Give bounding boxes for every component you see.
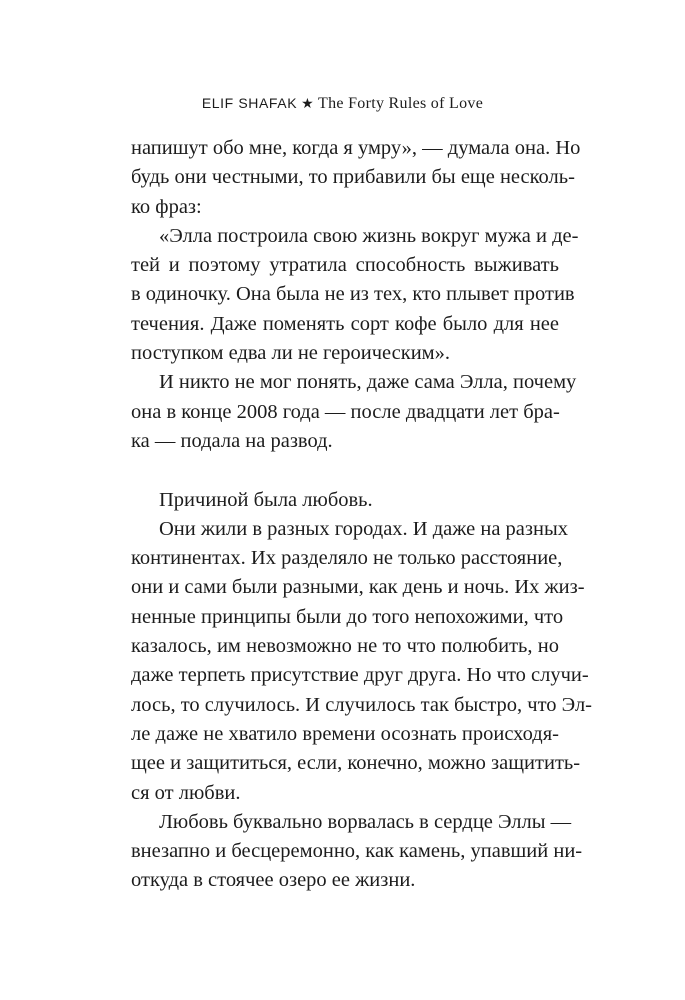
text-line: они и сами были разными, как день и ночь. Их жиз-	[131, 576, 585, 599]
text-line: Любовь буквально ворвалась в сердце Эллы —	[159, 810, 572, 833]
text-line: лось, то случилось. И случилось так быстро, что Эл-	[131, 693, 592, 716]
text-line: ко фраз:	[131, 195, 202, 218]
text-line: ся от любви.	[131, 781, 241, 804]
text-line: «Элла построила свою жизнь вокруг мужа и де-	[159, 224, 579, 247]
text-line: в одиночку. Она была не из тех, кто плывет против	[131, 283, 575, 306]
paragraph	[131, 222, 579, 368]
text-line: напишут обо мне, когда я умру», — думала она. Но	[131, 137, 581, 159]
paragraph	[131, 515, 592, 808]
text-line: поступком едва ли не героическим».	[131, 342, 451, 365]
section-break	[131, 456, 559, 485]
text-line: будь они честными, то прибавили бы еще несколь-	[131, 166, 575, 189]
text-line: тей и поэтому утратила способность выживать	[131, 254, 559, 277]
text-line: даже терпеть присутствие друг друга. Но что случи-	[131, 664, 589, 687]
running-header	[0, 95, 685, 113]
paragraph	[131, 486, 559, 515]
text-line: ле даже не хватило времени осознать происходя-	[131, 722, 559, 745]
star-icon: ★	[301, 96, 315, 112]
text-line: казалось, им невозможно не то что полюбить, но	[131, 635, 559, 658]
text-line: щее и защититься, если, конечно, можно защитить-	[131, 752, 581, 775]
body-text	[131, 134, 592, 896]
header-author: ELIF SHAFAK	[201, 95, 298, 111]
paragraph	[131, 134, 581, 222]
text-line: внезапно и бесцеремонно, как камень, упавший ни-	[131, 840, 583, 863]
header-book-title: The Forty Rules of Love	[318, 95, 484, 112]
text-line: ка — подала на развод.	[131, 429, 333, 452]
text-line: Они жили в разных городах. И даже на разных	[159, 517, 568, 540]
paragraph	[131, 808, 583, 896]
text-line: Причиной была любовь.	[159, 488, 373, 511]
text-line: И никто не мог понять, даже сама Элла, почему	[159, 371, 577, 394]
text-line: ненные принципы были до того непохожими, что	[131, 605, 564, 628]
text-line: континентах. Их разделяло не только расстояние,	[131, 547, 563, 570]
text-line: откуда в стоячее озеро ее жизни.	[131, 869, 416, 892]
text-line: она в конце 2008 года — после двадцати лет бра-	[131, 400, 560, 423]
paragraph	[131, 368, 577, 456]
text-line: течения. Даже поменять сорт кофе было для нее	[131, 312, 559, 335]
